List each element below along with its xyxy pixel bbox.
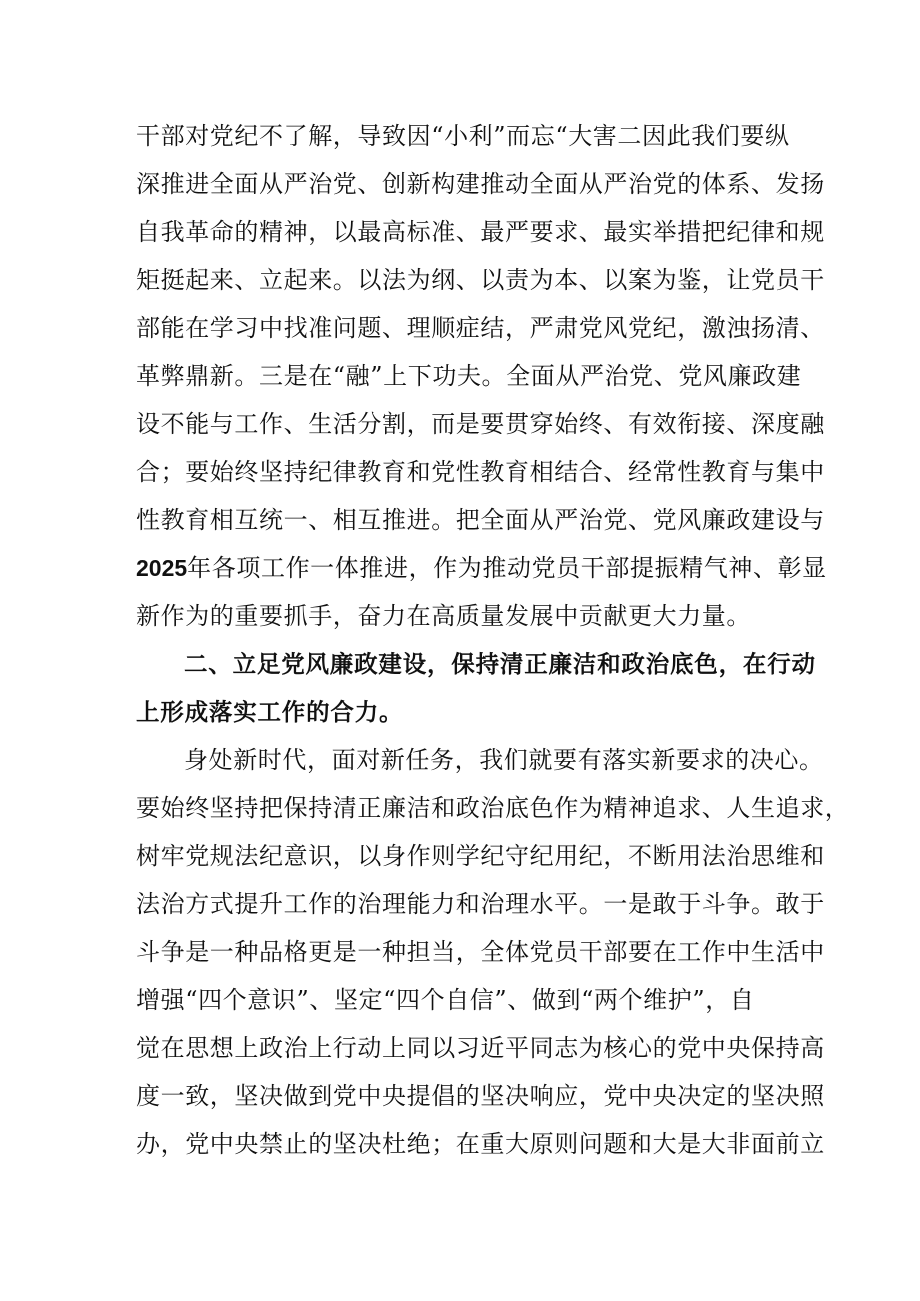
text-line: 干部对党纪不了解，导致因“小利”而忘“大害二因此我们要纵 [136, 122, 790, 150]
document-body [136, 112, 850, 1168]
section-heading-2 [136, 640, 816, 736]
paragraph-integrity [136, 736, 850, 1168]
text-line: 自我革命的精神，以最高标准、最严要求、最实举措把纪律和规 [136, 218, 825, 246]
text-line: 度一致，坚决做到党中央提倡的坚决响应，党中央决定的坚决照 [136, 1082, 825, 1110]
heading-line: 上形成落实工作的合力。 [136, 698, 404, 726]
text-line [136, 544, 827, 592]
text-line: 身处新时代，面对新任务，我们就要有落实新要求的决心。 [184, 746, 824, 774]
text-line: 树牢党规法纪意识，以身作则学纪守纪用纪，不断用法治思维和 [136, 842, 825, 870]
text-line: 矩挺起来、立起来。以法为纲、以责为本、以案为鉴，让党员干 [136, 266, 825, 294]
year-number: 2025 [136, 555, 188, 581]
text-line: 合；要始终坚持纪律教育和党性教育相结合、经常性教育与集中 [136, 458, 825, 486]
text-line: 办，党中央禁止的坚决杜绝；在重大原则问题和大是大非面前立 [136, 1130, 825, 1158]
text-line: 斗争是一种品格更是一种担当，全体党员干部要在工作中生活中 [136, 938, 825, 966]
text-line: 增强“四个意识”、坚定“四个自信”、做到“两个维护”，自 [136, 986, 755, 1014]
text-line: 觉在思想上政治上行动上同以习近平同志为核心的党中央保持高 [136, 1034, 825, 1062]
paragraph-discipline [136, 112, 827, 640]
heading-line: 二、立足党风廉政建设，保持清正廉洁和政治底色，在行动 [184, 650, 816, 678]
text-line: 要始终坚持把保持清正廉洁和政治底色作为精神追求、人生追求， [136, 794, 850, 822]
text-line: 革弊鼎新。三是在“融”上下功夫。全面从严治党、党风廉政建 [136, 362, 802, 390]
text-line: 部能在学习中找准问题、理顺症结，严肃党风党纪，激浊扬清、 [136, 314, 825, 342]
text-line: 深推进全面从严治党、创新构建推动全面从严治党的体系、发扬 [136, 170, 825, 198]
text-line: 法治方式提升工作的治理能力和治理水平。一是敢于斗争。敢于 [136, 890, 825, 918]
text-line: 新作为的重要抓手，奋力在高质量发展中贡献更大力量。 [136, 602, 751, 630]
text-segment: 年各项工作一体推进，作为推动党员干部提振精气神、彰显 [187, 554, 827, 582]
text-line: 设不能与工作、生活分割，而是要贯穿始终、有效衔接、深度融 [136, 410, 825, 438]
text-line: 性教育相互统一、相互推进。把全面从严治党、党风廉政建设与 [136, 506, 825, 534]
